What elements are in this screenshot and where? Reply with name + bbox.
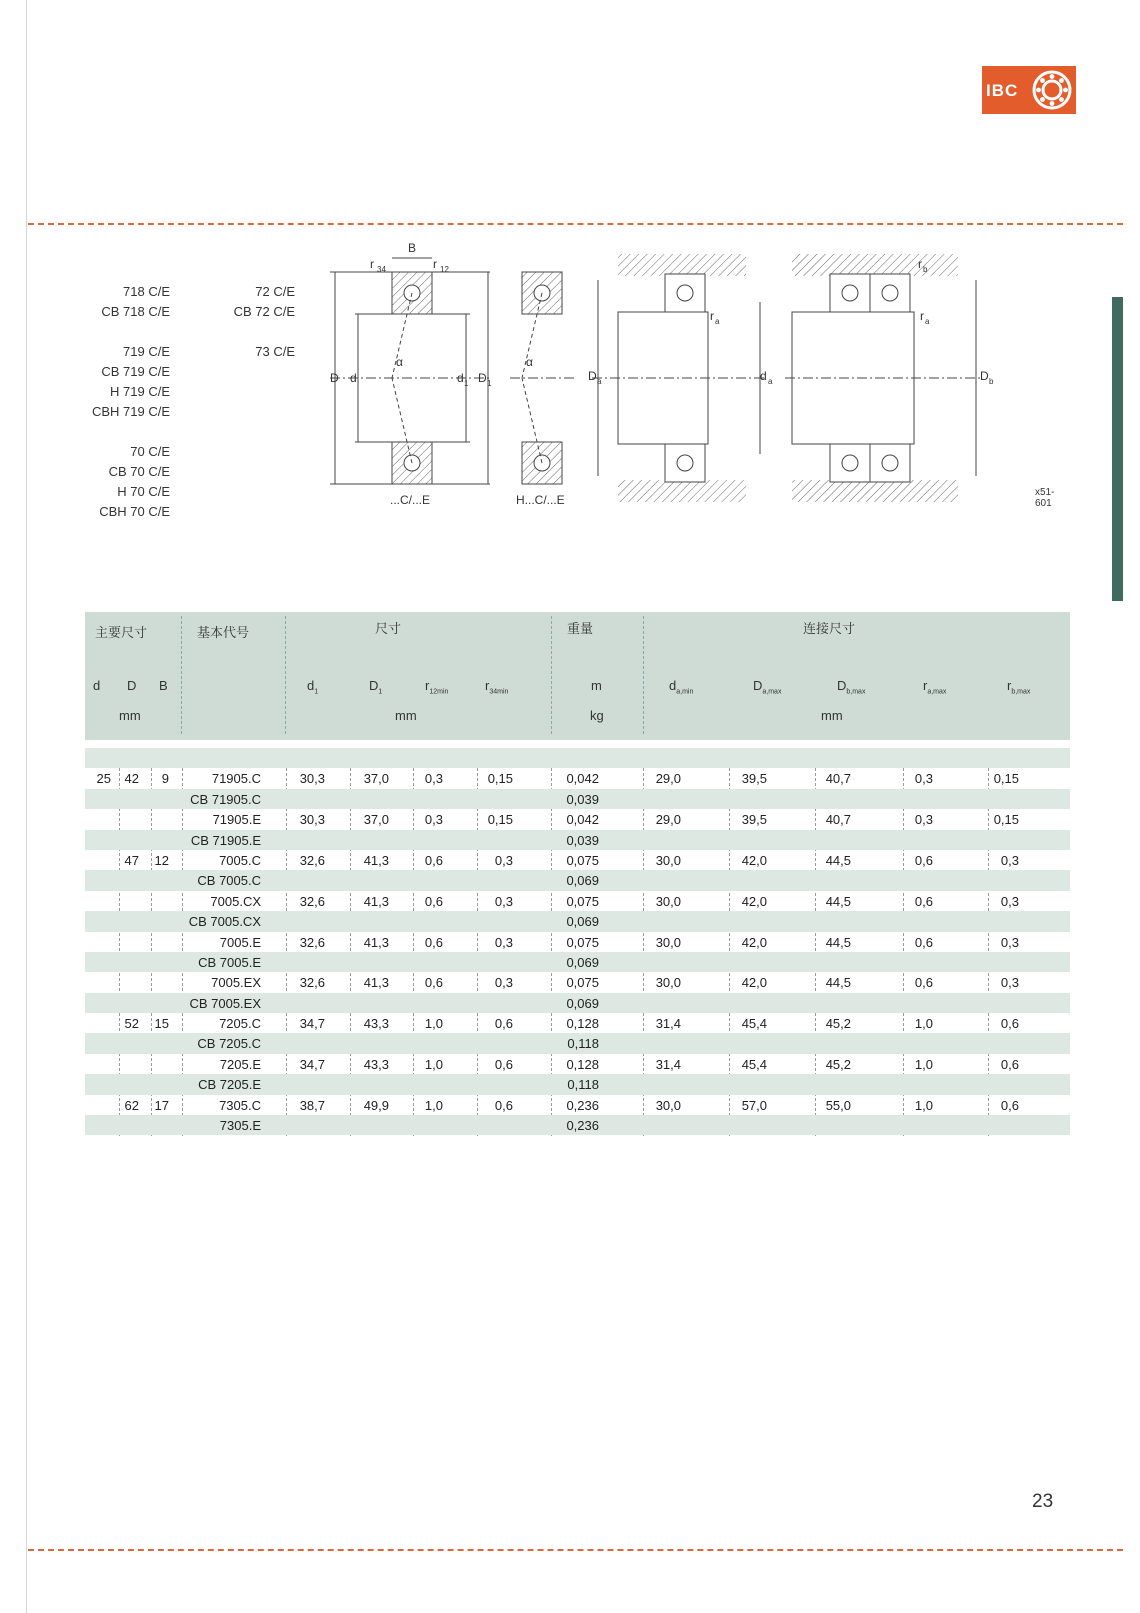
- cell-desig: CB 7005.C: [197, 873, 261, 889]
- cell-D1: 43,3: [363, 1016, 389, 1032]
- series-item: CBH 70 C/E: [99, 504, 170, 519]
- cell-Da: 39,5: [741, 812, 767, 828]
- sym-Da: $D_{a,max}$: [753, 678, 782, 696]
- sym-r34: $r_{34min}$: [485, 678, 509, 696]
- dim-label-Db-sub: b: [989, 377, 994, 386]
- cell-da: 29,0: [655, 812, 681, 828]
- cell-desig: CB 7005.E: [198, 954, 261, 970]
- cell-Db: 44,5: [825, 975, 851, 991]
- cell-ra: 0,6: [914, 893, 933, 909]
- sym-ra: $r_{a,max}$: [923, 678, 947, 696]
- table-row: [85, 952, 1070, 972]
- dim-label-ra-2-sub: a: [925, 317, 930, 326]
- page-number: 23: [1032, 1491, 1054, 1512]
- dim-label-ra: r: [710, 309, 714, 323]
- cell-d1: 32,6: [299, 852, 325, 868]
- cell-m: 0,236: [566, 1118, 599, 1134]
- cell-m: 0,075: [566, 852, 599, 868]
- sym-d1: $d_1$: [307, 678, 319, 696]
- dim-label-ra-sub: a: [715, 317, 720, 326]
- cell-m: 0,069: [566, 995, 599, 1011]
- table-row: [85, 972, 1070, 992]
- series-item: 718 C/E: [123, 284, 170, 299]
- series-item: CB 70 C/E: [108, 464, 170, 479]
- cell-m: 0,128: [566, 1016, 599, 1032]
- cell-da: 30,0: [655, 934, 681, 950]
- dim-label-D1: D: [478, 371, 487, 385]
- dim-label-D1-sub: 1: [487, 379, 492, 388]
- cell-desig: 71905.C: [211, 771, 261, 787]
- cell-Da: 45,4: [741, 1016, 767, 1032]
- cell-Db: 55,0: [825, 1097, 851, 1113]
- table-row: [85, 932, 1070, 952]
- cell-D1: 43,3: [363, 1056, 389, 1072]
- cell-d1: 32,6: [299, 975, 325, 991]
- cell-ra: 0,3: [914, 771, 933, 787]
- cell-D: 42: [124, 771, 139, 787]
- unit-dims: mm: [395, 708, 417, 723]
- cell-m: 0,236: [566, 1097, 599, 1113]
- table-row: [85, 830, 1070, 850]
- series-item: CB 718 C/E: [101, 304, 170, 319]
- cell-Db: 44,5: [825, 893, 851, 909]
- sym-r12: $r_{12min}$: [425, 678, 449, 696]
- cell-r12: 0,6: [424, 852, 443, 868]
- header-designation: 基本代号: [197, 625, 250, 640]
- cell-da: 30,0: [655, 852, 681, 868]
- cell-D: 62: [124, 1097, 139, 1113]
- cell-d: 25: [96, 771, 111, 787]
- cell-Da: 42,0: [741, 893, 767, 909]
- table-row: [85, 870, 1070, 890]
- series-item: CB 72 C/E: [233, 304, 295, 319]
- cell-r34: 0,3: [494, 934, 513, 950]
- cell-da: 31,4: [655, 1056, 681, 1072]
- cell-ra: 0,6: [914, 852, 933, 868]
- sym-d: d: [93, 678, 101, 693]
- cell-desig: CB 7005.CX: [188, 914, 261, 930]
- dim-label-r34-sub: 34: [377, 265, 386, 274]
- ibc-logo: [982, 66, 1076, 114]
- cell-d1: 30,3: [299, 771, 325, 787]
- sym-rb: $r_{b,max}$: [1007, 678, 1031, 696]
- bearing-cross-section-drawing: [330, 240, 1060, 520]
- table-row: [85, 809, 1070, 829]
- cell-m: 0,069: [566, 914, 599, 930]
- dim-label-r34: r: [370, 257, 374, 271]
- cell-ra: 1,0: [914, 1016, 933, 1032]
- cell-d1: 34,7: [299, 1016, 325, 1032]
- bearing-drawing: [330, 240, 1060, 525]
- cell-m: 0,069: [566, 873, 599, 889]
- dim-label-rb: r: [918, 257, 922, 271]
- dim-label-da: d: [760, 369, 767, 383]
- cell-r12: 0,6: [424, 934, 443, 950]
- table-row: [85, 911, 1070, 931]
- table-row: [85, 1013, 1070, 1033]
- cell-r12: 0,6: [424, 975, 443, 991]
- cell-r34: 0,3: [494, 975, 513, 991]
- dim-label-r12: r: [433, 257, 437, 271]
- table-row: [85, 1095, 1070, 1115]
- cell-D1: 41,3: [363, 852, 389, 868]
- table-row: [85, 1033, 1070, 1053]
- cell-desig: 7005.C: [219, 852, 261, 868]
- dim-label-alpha-2: α: [526, 355, 533, 369]
- cell-D: 52: [124, 1016, 139, 1032]
- cell-rb: 0,6: [1000, 1016, 1019, 1032]
- cell-desig: 7005.EX: [211, 975, 261, 991]
- series-item: 72 C/E: [255, 284, 295, 299]
- cell-rb: 0,3: [1000, 852, 1019, 868]
- cell-m: 0,075: [566, 934, 599, 950]
- cell-D: 47: [124, 852, 139, 868]
- dim-label-D: D: [330, 371, 339, 385]
- dim-label-rb-sub: b: [923, 265, 928, 274]
- series-item: 70 C/E: [130, 444, 170, 459]
- cell-desig: CB 7205.C: [197, 1036, 261, 1052]
- series-item: 719 C/E: [123, 344, 170, 359]
- header-dimensions: 尺寸: [375, 621, 402, 636]
- section-tab: [1112, 297, 1123, 601]
- cell-da: 30,0: [655, 893, 681, 909]
- cell-rb: 0,6: [1000, 1097, 1019, 1113]
- dim-label-B: B: [408, 241, 417, 255]
- top-divider: [28, 223, 1123, 225]
- cell-ra: 0,6: [914, 934, 933, 950]
- cell-d1: 38,7: [299, 1097, 325, 1113]
- sym-D1: $D_1$: [369, 678, 383, 696]
- cell-desig: CB 7005.EX: [189, 995, 261, 1011]
- cell-d1: 30,3: [299, 812, 325, 828]
- cell-desig: CB 71905.E: [190, 832, 261, 848]
- cell-D1: 41,3: [363, 893, 389, 909]
- cell-desig: 7305.E: [219, 1118, 261, 1134]
- dim-label-d: d: [350, 371, 357, 385]
- cell-B: 15: [154, 1016, 169, 1032]
- header-mass: 重量: [567, 621, 594, 636]
- cell-D1: 49,9: [363, 1097, 389, 1113]
- cell-r34: 0,15: [487, 812, 513, 828]
- margin-rule: [26, 0, 27, 1613]
- table-row: [85, 1054, 1070, 1074]
- cell-r12: 0,6: [424, 893, 443, 909]
- cell-Da: 42,0: [741, 975, 767, 991]
- header-main-dims: 主要尺寸: [95, 625, 148, 640]
- sym-Db: $D_{b,max}$: [837, 678, 866, 696]
- cell-Da: 42,0: [741, 934, 767, 950]
- cell-m: 0,039: [566, 832, 599, 848]
- cell-D1: 37,0: [363, 771, 389, 787]
- table-row: [85, 789, 1070, 809]
- figure-label-standard: ...C/...E: [390, 493, 431, 507]
- series-item: H 719 C/E: [110, 384, 170, 399]
- table-spacer-row: [85, 748, 1070, 768]
- cell-m: 0,039: [566, 791, 599, 807]
- cell-B: 9: [161, 771, 169, 787]
- cell-d1: 32,6: [299, 893, 325, 909]
- cell-m: 0,075: [566, 893, 599, 909]
- cell-desig: 7005.E: [219, 934, 261, 950]
- table-row: [85, 1115, 1070, 1135]
- designation-series-list-1: [60, 282, 170, 522]
- cell-r12: 1,0: [424, 1097, 443, 1113]
- cell-da: 29,0: [655, 771, 681, 787]
- cell-Db: 44,5: [825, 934, 851, 950]
- cell-m: 0,128: [566, 1056, 599, 1072]
- sym-m: m: [591, 678, 602, 693]
- cell-da: 30,0: [655, 975, 681, 991]
- bottom-divider: [28, 1549, 1123, 1551]
- cell-m: 0,042: [566, 812, 599, 828]
- cell-D1: 41,3: [363, 975, 389, 991]
- cell-ra: 0,3: [914, 812, 933, 828]
- cell-m: 0,069: [566, 954, 599, 970]
- dim-label-r12-sub: 12: [440, 265, 449, 274]
- sym-D: D: [127, 678, 137, 693]
- cell-desig: 7305.C: [219, 1097, 261, 1113]
- cell-da: 30,0: [655, 1097, 681, 1113]
- cell-r34: 0,6: [494, 1016, 513, 1032]
- cell-desig: CB 7205.E: [198, 1077, 261, 1093]
- cell-r12: 0,3: [424, 812, 443, 828]
- cell-r12: 1,0: [424, 1056, 443, 1072]
- dim-label-Db: D: [980, 369, 989, 383]
- series-item: CB 719 C/E: [101, 364, 170, 379]
- table-row: [85, 993, 1070, 1013]
- designation-series-list-2: [200, 282, 295, 362]
- cell-Da: 39,5: [741, 771, 767, 787]
- dim-label-alpha: α: [396, 355, 403, 369]
- cell-rb: 0,3: [1000, 893, 1019, 909]
- cell-r34: 0,3: [494, 852, 513, 868]
- cell-d1: 32,6: [299, 934, 325, 950]
- cell-d1: 34,7: [299, 1056, 325, 1072]
- cell-m: 0,118: [567, 1077, 599, 1093]
- sym-B: B: [159, 678, 168, 693]
- dim-label-ra-2: r: [920, 309, 924, 323]
- figure-reference: x51-601: [1035, 487, 1055, 509]
- cell-Da: 57,0: [741, 1097, 767, 1113]
- cell-da: 31,4: [655, 1016, 681, 1032]
- cell-Db: 40,7: [825, 812, 851, 828]
- cell-desig: CB 71905.C: [190, 791, 261, 807]
- cell-Da: 45,4: [741, 1056, 767, 1072]
- cell-ra: 1,0: [914, 1056, 933, 1072]
- cell-desig: 7005.CX: [210, 893, 261, 909]
- dim-label-Da: D: [588, 369, 597, 383]
- cell-B: 12: [154, 852, 169, 868]
- cell-B: 17: [154, 1097, 169, 1113]
- bearing-logo-icon: [1031, 69, 1073, 111]
- table-row: [85, 1074, 1070, 1094]
- cell-rb: 0,6: [1000, 1056, 1019, 1072]
- series-item: 73 C/E: [255, 344, 295, 359]
- cell-m: 0,118: [567, 1036, 599, 1052]
- series-item: CBH 719 C/E: [91, 404, 170, 419]
- dim-label-da-sub: a: [768, 377, 773, 386]
- cell-rb: 0,3: [1000, 975, 1019, 991]
- cell-rb: 0,15: [993, 812, 1019, 828]
- unit-main: mm: [119, 708, 141, 723]
- cell-D1: 37,0: [363, 812, 389, 828]
- cell-Db: 45,2: [825, 1056, 851, 1072]
- table-row: [85, 891, 1070, 911]
- cell-m: 0,042: [566, 771, 599, 787]
- dim-label-d1-sub: 1: [464, 379, 469, 388]
- cell-ra: 1,0: [914, 1097, 933, 1113]
- unit-abut: mm: [821, 708, 843, 723]
- table-header: [85, 612, 1070, 740]
- dim-label-d1: d: [457, 371, 464, 385]
- cell-desig: 7205.C: [219, 1016, 261, 1032]
- sym-da: $d_{a,min}$: [669, 678, 694, 696]
- cell-r34: 0,6: [494, 1097, 513, 1113]
- cell-Da: 42,0: [741, 852, 767, 868]
- cell-Db: 44,5: [825, 852, 851, 868]
- cell-desig: 71905.E: [212, 812, 261, 828]
- cell-rb: 0,3: [1000, 934, 1019, 950]
- cell-r34: 0,3: [494, 893, 513, 909]
- cell-r12: 0,3: [424, 771, 443, 787]
- table-row: [85, 768, 1070, 788]
- cell-D1: 41,3: [363, 934, 389, 950]
- cell-rb: 0,15: [993, 771, 1019, 787]
- cell-desig: 7205.E: [219, 1056, 261, 1072]
- series-item: H 70 C/E: [117, 484, 170, 499]
- figure-label-hybrid: H...C/...E: [516, 493, 565, 507]
- cell-ra: 0,6: [914, 975, 933, 991]
- cell-Db: 40,7: [825, 771, 851, 787]
- table-row: [85, 850, 1070, 870]
- cell-r34: 0,15: [487, 771, 513, 787]
- header-abutment: 连接尺寸: [803, 621, 856, 636]
- cell-Db: 45,2: [825, 1016, 851, 1032]
- logo-text: IBC: [986, 81, 1019, 100]
- unit-mass: kg: [590, 708, 604, 723]
- cell-r34: 0,6: [494, 1056, 513, 1072]
- cell-r12: 1,0: [424, 1016, 443, 1032]
- cell-m: 0,075: [566, 975, 599, 991]
- dim-label-Da-sub: a: [597, 377, 602, 386]
- bearing-table-body: [85, 748, 1070, 1135]
